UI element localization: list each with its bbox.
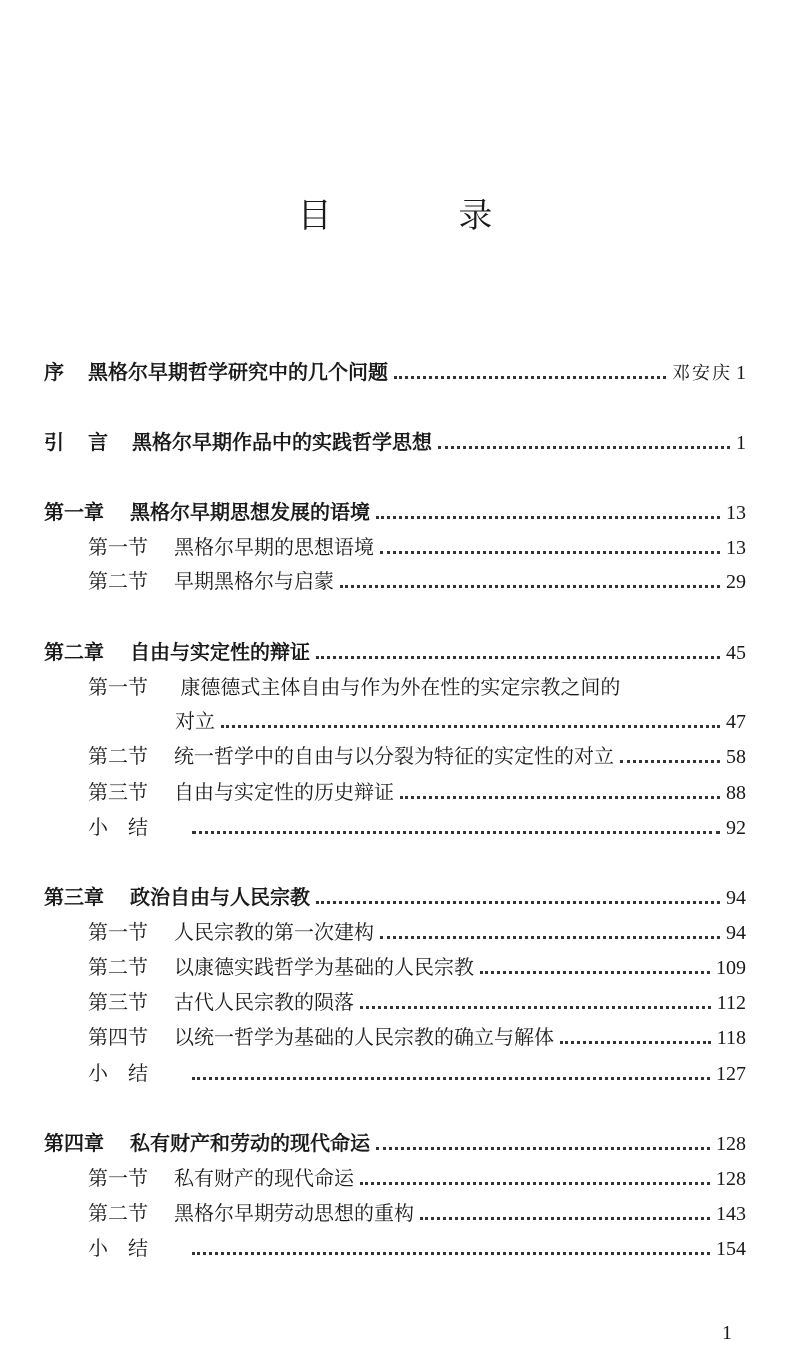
toc-label: 第二节 [88,569,148,593]
toc-entry-ch2-s2[interactable] [88,741,746,771]
toc-label: 小结 [88,1236,168,1260]
toc-title: 黑格尔早期作品中的实践哲学思想 [132,430,432,454]
toc-title: 黑格尔早期哲学研究中的几个问题 [88,360,388,384]
toc-title: 私有财产的现代命运 [174,1166,354,1190]
toc-label: 小结 [88,1061,168,1085]
toc-label: 第一节 [88,675,148,699]
toc-label: 第二节 [88,744,148,768]
toc-page: 128 [716,1168,746,1190]
dot-leader [221,725,720,728]
toc-title: 古代人民宗教的陨落 [174,990,354,1014]
toc-page: 94 [726,922,746,944]
toc-page: 118 [716,1027,746,1049]
dot-leader [400,796,720,799]
toc-title: 自由与实定性的辩证 [130,640,310,664]
dot-leader [360,1006,711,1009]
toc-entry-ch3-s1[interactable] [88,917,746,947]
toc-title: 人民宗教的第一次建构 [174,920,374,944]
dot-leader [192,1252,710,1255]
toc-label: 第三章 [44,885,104,909]
toc-page: 13 [726,537,746,559]
toc-page: 47 [726,711,746,733]
toc-page: 92 [726,817,746,839]
toc-title: 以康德实践哲学为基础的人民宗教 [174,955,474,979]
toc-label: 引言 [44,430,132,454]
dot-leader [620,760,720,763]
toc-label: 第二章 [44,640,104,664]
toc-page: 112 [716,992,746,1014]
toc-entry-chapter-3[interactable] [44,882,746,912]
dot-leader [420,1217,710,1220]
toc-entry-preface[interactable] [44,357,746,387]
toc-title: 统一哲学中的自由与以分裂为特征的实定性的对立 [174,744,614,768]
toc-entry-ch4-summary[interactable] [88,1233,746,1263]
toc-entry-chapter-2[interactable] [44,637,746,667]
toc-page: 94 [726,887,746,909]
toc-entry-ch1-s2[interactable] [88,566,746,596]
toc-page: 29 [726,571,746,593]
toc-label: 第二节 [88,955,148,979]
toc-entry-ch4-s1[interactable] [88,1163,746,1193]
toc-page: 13 [726,502,746,524]
toc-entry-intro[interactable] [44,427,746,457]
toc-label: 第三节 [88,990,148,1014]
dot-leader [376,1147,710,1150]
toc-label: 第四章 [44,1131,104,1155]
toc-title: 自由与实定性的历史辩证 [174,780,394,804]
toc-page: 45 [726,642,746,664]
toc-label: 小结 [88,815,168,839]
page-title: 目 录 [297,196,551,236]
toc-page: 127 [716,1063,746,1085]
toc-label: 第四节 [88,1025,148,1049]
dot-leader [438,446,730,449]
toc-author: 邓安庆 [672,363,732,384]
dot-leader [360,1182,710,1185]
toc-title: 以统一哲学为基础的人民宗教的确立与解体 [174,1025,554,1049]
toc-entry-chapter-1[interactable] [44,497,746,527]
toc-entry-ch4-s2[interactable] [88,1198,746,1228]
toc-page: 1 [736,432,746,454]
toc-page: 1 [736,362,746,384]
toc-title: 私有财产和劳动的现代命运 [130,1131,370,1155]
dot-leader [192,1077,710,1080]
toc-title: 黑格尔早期思想发展的语境 [130,500,370,524]
toc-title: 早期黑格尔与启蒙 [174,569,334,593]
toc-label: 第三节 [88,780,148,804]
toc-title-continued: 对立 [175,709,215,733]
dot-leader [316,901,720,904]
toc-label: 第二节 [88,1201,148,1225]
dot-leader [192,831,720,834]
toc-entry-ch3-s2[interactable] [88,952,746,982]
toc-entry-ch3-summary[interactable] [88,1058,746,1088]
toc-label: 第一节 [88,535,148,559]
toc-entry-ch3-s4[interactable] [88,1022,746,1052]
dot-leader [560,1041,711,1044]
toc-entry-ch3-s3[interactable] [88,987,746,1017]
toc-entry-ch2-summary[interactable] [88,812,746,842]
toc-page: 128 [716,1133,746,1155]
toc-page: 143 [716,1203,746,1225]
dot-leader [380,551,720,554]
toc-page: 154 [716,1238,746,1260]
toc-label: 第一节 [88,1166,148,1190]
toc-entry-chapter-4[interactable] [44,1128,746,1158]
dot-leader [376,516,720,519]
toc-label: 序 [44,360,64,384]
toc-title: 黑格尔早期劳动思想的重构 [174,1201,414,1225]
dot-leader [380,936,720,939]
toc-title: 政治自由与人民宗教 [130,885,310,909]
toc-page: 109 [716,957,746,979]
toc-entry-ch2-s1-continued[interactable] [175,706,746,736]
page-number: 1 [722,1322,732,1344]
toc-label: 第一节 [88,920,148,944]
toc-entry-ch2-s3[interactable] [88,777,746,807]
toc-title: 康德德式主体自由与作为外在性的实定宗教之间的 [180,675,621,699]
toc-title: 黑格尔早期的思想语境 [174,535,374,559]
dot-leader [394,376,666,379]
toc-label: 第一章 [44,500,104,524]
dot-leader [316,656,720,659]
dot-leader [340,585,720,588]
toc-entry-ch2-s1[interactable] [88,672,620,702]
toc-entry-ch1-s1[interactable] [88,532,746,562]
toc-page: 88 [726,782,746,804]
dot-leader [480,971,710,974]
toc-page: 58 [726,746,746,768]
